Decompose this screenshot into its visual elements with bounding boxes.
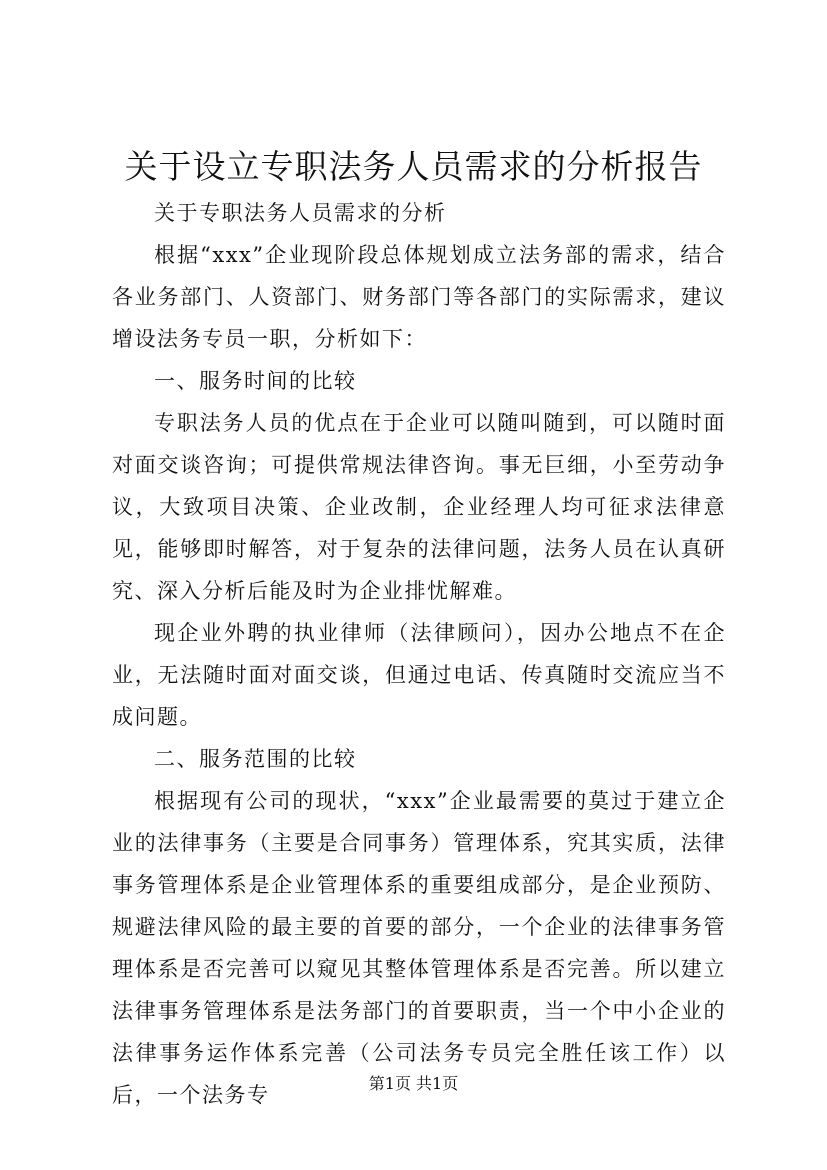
section-heading-service-time: 一、服务时间的比较 [154, 369, 357, 393]
document-title: 关于设立专职法务人员需求的分析报告 [124, 147, 703, 186]
section-heading-service-scope: 二、服务范围的比较 [154, 747, 357, 771]
intro-paragraph: 根据“xxx”企业现阶段总体规划成立法务部的需求，结合各业务部门、人资部门、财务部门等各部门的实际需求，建议增设法务专员一职，分析如下： [112, 243, 726, 351]
service-scope-paragraph: 根据现有公司的现状，“xxx”企业最需要的莫过于建立企业的法律事务（主要是合同事务）管理体系，究其实质，法律事务管理体系是企业管理体系的重要组成部分，是企业预防、规避法律风险的最主要的首要的部分，一个企业的法律事务管理体系是否完善可以窥见其整体管理体系是否完善。所以建立法律事务管理体系是法务部门的首要职责，当一个中小企业的法律事务运作体系完善（公司法务专员完全胜任该工作）以后，一个法务专 [112, 789, 726, 1107]
document-body [112, 192, 726, 1116]
page-footer: 第1页 共1页 [368, 1074, 459, 1093]
service-time-paragraph-1: 专职法务人员的优点在于企业可以随叫随到，可以随时面对面交谈咨询；可提供常规法律咨询。事无巨细，小至劳动争议，大致项目决策、企业改制，企业经理人均可征求法律意见，能够即时解答，对于复杂的法律问题，法务人员在认真研究、深入分析后能及时为企业排忧解难。 [112, 411, 726, 603]
subtitle-paragraph: 关于专职法务人员需求的分析 [154, 201, 447, 225]
service-time-paragraph-2: 现企业外聘的执业律师（法律顾问），因办公地点不在企业，无法随时面对面交谈，但通过电话、传真随时交流应当不成问题。 [112, 621, 726, 729]
